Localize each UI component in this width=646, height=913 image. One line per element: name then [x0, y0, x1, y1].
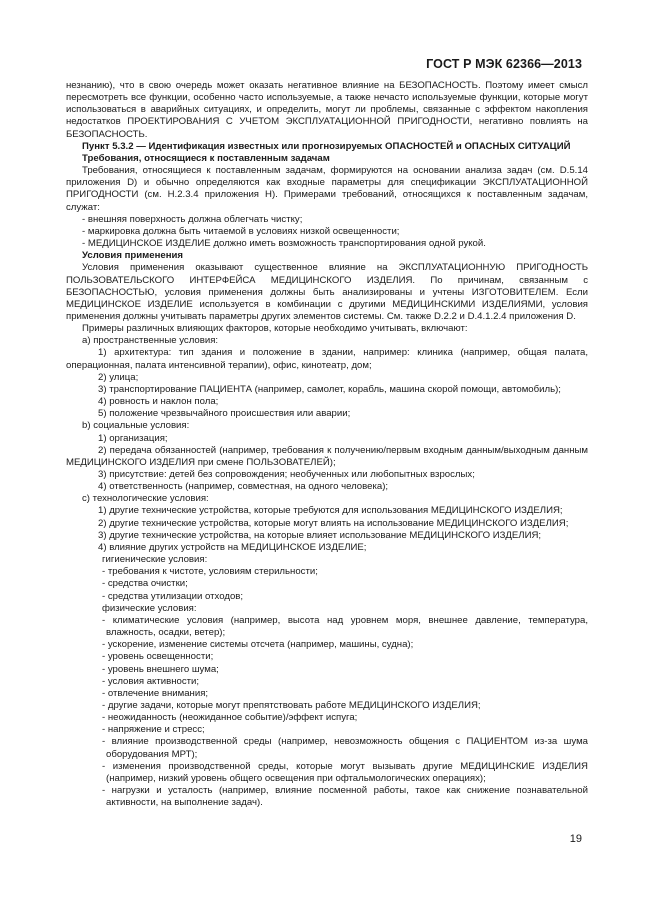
list-item: - требования к чистоте, условиям стерильности; — [102, 566, 318, 578]
page-body — [66, 80, 588, 809]
list-item: с) технологические условия: — [82, 493, 209, 505]
page-number: 19 — [569, 833, 582, 845]
list-item: - уровень внешнего шума; — [102, 663, 219, 675]
subheading-conditions: Условия применения — [82, 250, 183, 262]
list-item: - влияние производственной среды (например, невозможность общения с ПАЦИЕНТОМ из-за шума оборудования МРТ); — [102, 736, 588, 760]
list-item: b) социальные условия: — [82, 420, 190, 432]
list-item: - отвлечение внимания; — [102, 687, 209, 699]
list-item: - уровень освещенности; — [102, 651, 214, 663]
list-item: физические условия: — [102, 602, 197, 614]
list-item: - маркировка должна быть читаемой в условиях низкой освещенности; — [82, 225, 400, 237]
list-item: - средства утилизации отходов; — [102, 590, 244, 602]
list-item: гигиенические условия: — [102, 554, 208, 566]
list-item: - неожиданность (неожиданное событие)/эффект испуга; — [102, 712, 358, 724]
subheading-task-requirements: Требования, относящиеся к поставленным задачам — [82, 152, 330, 164]
clause-heading: Пункт 5.3.2 — Идентификация известных или прогнозируемых ОПАСНОСТЕЙ и ОПАСНЫХ СИТУАЦИЙ — [82, 140, 571, 152]
list-item: - МЕДИЦИНСКОЕ ИЗДЕЛИЕ должно иметь возможность транспортирования одной рукой. — [82, 238, 486, 250]
list-item: 5) положение чрезвычайного происшествия или аварии; — [98, 408, 351, 420]
list-item: - внешняя поверхность должна облегчать чистку; — [82, 213, 303, 225]
list-item: 3) транспортирование ПАЦИЕНТА (например, самолет, корабль, машина скорой помощи, автомобиль); — [98, 383, 561, 395]
list-item: 2) улица; — [98, 371, 139, 383]
list-item: - ускорение, изменение системы отсчета (например, машины, судна); — [102, 639, 414, 651]
list-item: 1) другие технические устройства, которые требуются для использования МЕДИЦИНСКОГО ИЗДЕЛИЯ; — [98, 505, 563, 517]
list-item: - климатические условия (например, высота над уровнем моря, внешнее давление, температура, влажность, осадки, ветер); — [102, 614, 588, 639]
list-item: а) пространственные условия: — [82, 335, 219, 347]
list-item: - условия активности; — [102, 675, 200, 687]
list-item: - нагрузки и усталость (например, влияние посменной работы, такое как снижение познавательной активности, на выполнение задач). — [102, 785, 588, 809]
list-item: 3) присутствие: детей без сопровождения; необученных или любопытных взрослых; — [98, 469, 475, 480]
list-item: 1) организация; — [98, 432, 168, 444]
list-item: - другие задачи, которые могут препятствовать работе МЕДИЦИНСКОГО ИЗДЕЛИЯ; — [102, 699, 481, 711]
list-item: 2) другие технические устройства, которые могут влиять на использование МЕДИЦИНСКОГО ИЗДЕЛИЯ; — [98, 517, 569, 529]
paragraph-task-requirements: Требования, относящиеся к поставленным задачам, формируются на основании анализа задач (см. D.5.14 приложения D) и обычно определяются как входные параметры для спецификации ЭКСПЛУАТАЦИОННОЙ ПРИГОДНОСТИ (см. Н.2.3.4 приложения Н). Примерами требований, относящихся к поставленным задачам, служат: — [66, 165, 588, 213]
document-header: ГОСТ Р МЭК 62366—2013 — [426, 57, 582, 71]
paragraph-conditions: Условия применения оказывают существенное влияние на ЭКСПЛУАТАЦИОННУЮ ПРИГОДНОСТЬ ПОЛЬЗОВАТЕЛЬСКОГО ИНТЕРФЕЙСА МЕДИЦИНСКОГО ИЗДЕЛИЯ. По причинам, связанным с БЕЗОПАСНОСТЬЮ, условия применения должны быть анализированы и учтены ИЗГОТОВИТЕЛЕМ. Если МЕДИЦИНСКОЕ ИЗДЕЛИЕ используется в комбинации с другими МЕДИЦИНСКИМИ ИЗДЕЛИЯМИ, условия применения должны учитывать параметры других элементов системы. См. также D.2.2 и D.4.1.2.4 приложения D. — [66, 262, 588, 322]
list-item: 4) влияние других устройств на МЕДИЦИНСКОЕ ИЗДЕЛИЕ; — [98, 541, 367, 553]
list-item: 2) передача обязанностей (например, требования к получению/первым входным данным/выходным данным МЕДИЦИНСКОГО ИЗДЕЛИЯ при смене ПОЛЬЗОВАТЕЛЕЙ); — [66, 444, 588, 468]
list-item: 4) ответственность (например, совместная, на одного человека); — [98, 481, 389, 493]
paragraph-intro: незнанию), что в свою очередь может оказать негативное влияние на БЕЗОПАСНОСТЬ. Поэтому имеет смысл пересмотреть все функции, особенно часто используемые, а также нечасто используемые функции, которые могут использоваться в аварийных ситуациях, и определить, могут ли проблемы, связанные с эффектом накопления недостатков ПРОЕКТИРОВАНИЯ С УЧЕТОМ ЭКСПЛУАТАЦИОННОЙ ПРИГОДНОСТИ, негативно повлиять на БЕЗОПАСНОСТЬ. — [66, 80, 588, 140]
list-item: 1) архитектура: тип здания и положение в здании, например: клиника (например, общая палата, операционная, палата интенсивной терапии), офис, кинотеатр, дом; — [66, 347, 588, 371]
paragraph-examples: Примеры различных влияющих факторов, которые необходимо учитывать, включают: — [82, 323, 468, 335]
list-item: - напряжение и стресс; — [102, 724, 205, 736]
list-item: - средства очистки; — [102, 578, 188, 590]
list-item: 4) ровность и наклон пола; — [98, 396, 219, 408]
list-item: 3) другие технические устройства, на которые влияет использование МЕДИЦИНСКОГО ИЗДЕЛИЯ; — [98, 529, 542, 541]
list-item: - изменения производственной среды, которые могут вызывать другие МЕДИЦИНСКИЕ ИЗДЕЛИЯ (например, низкий уровень общего освещения при офтальмологических операциях); — [102, 760, 588, 784]
